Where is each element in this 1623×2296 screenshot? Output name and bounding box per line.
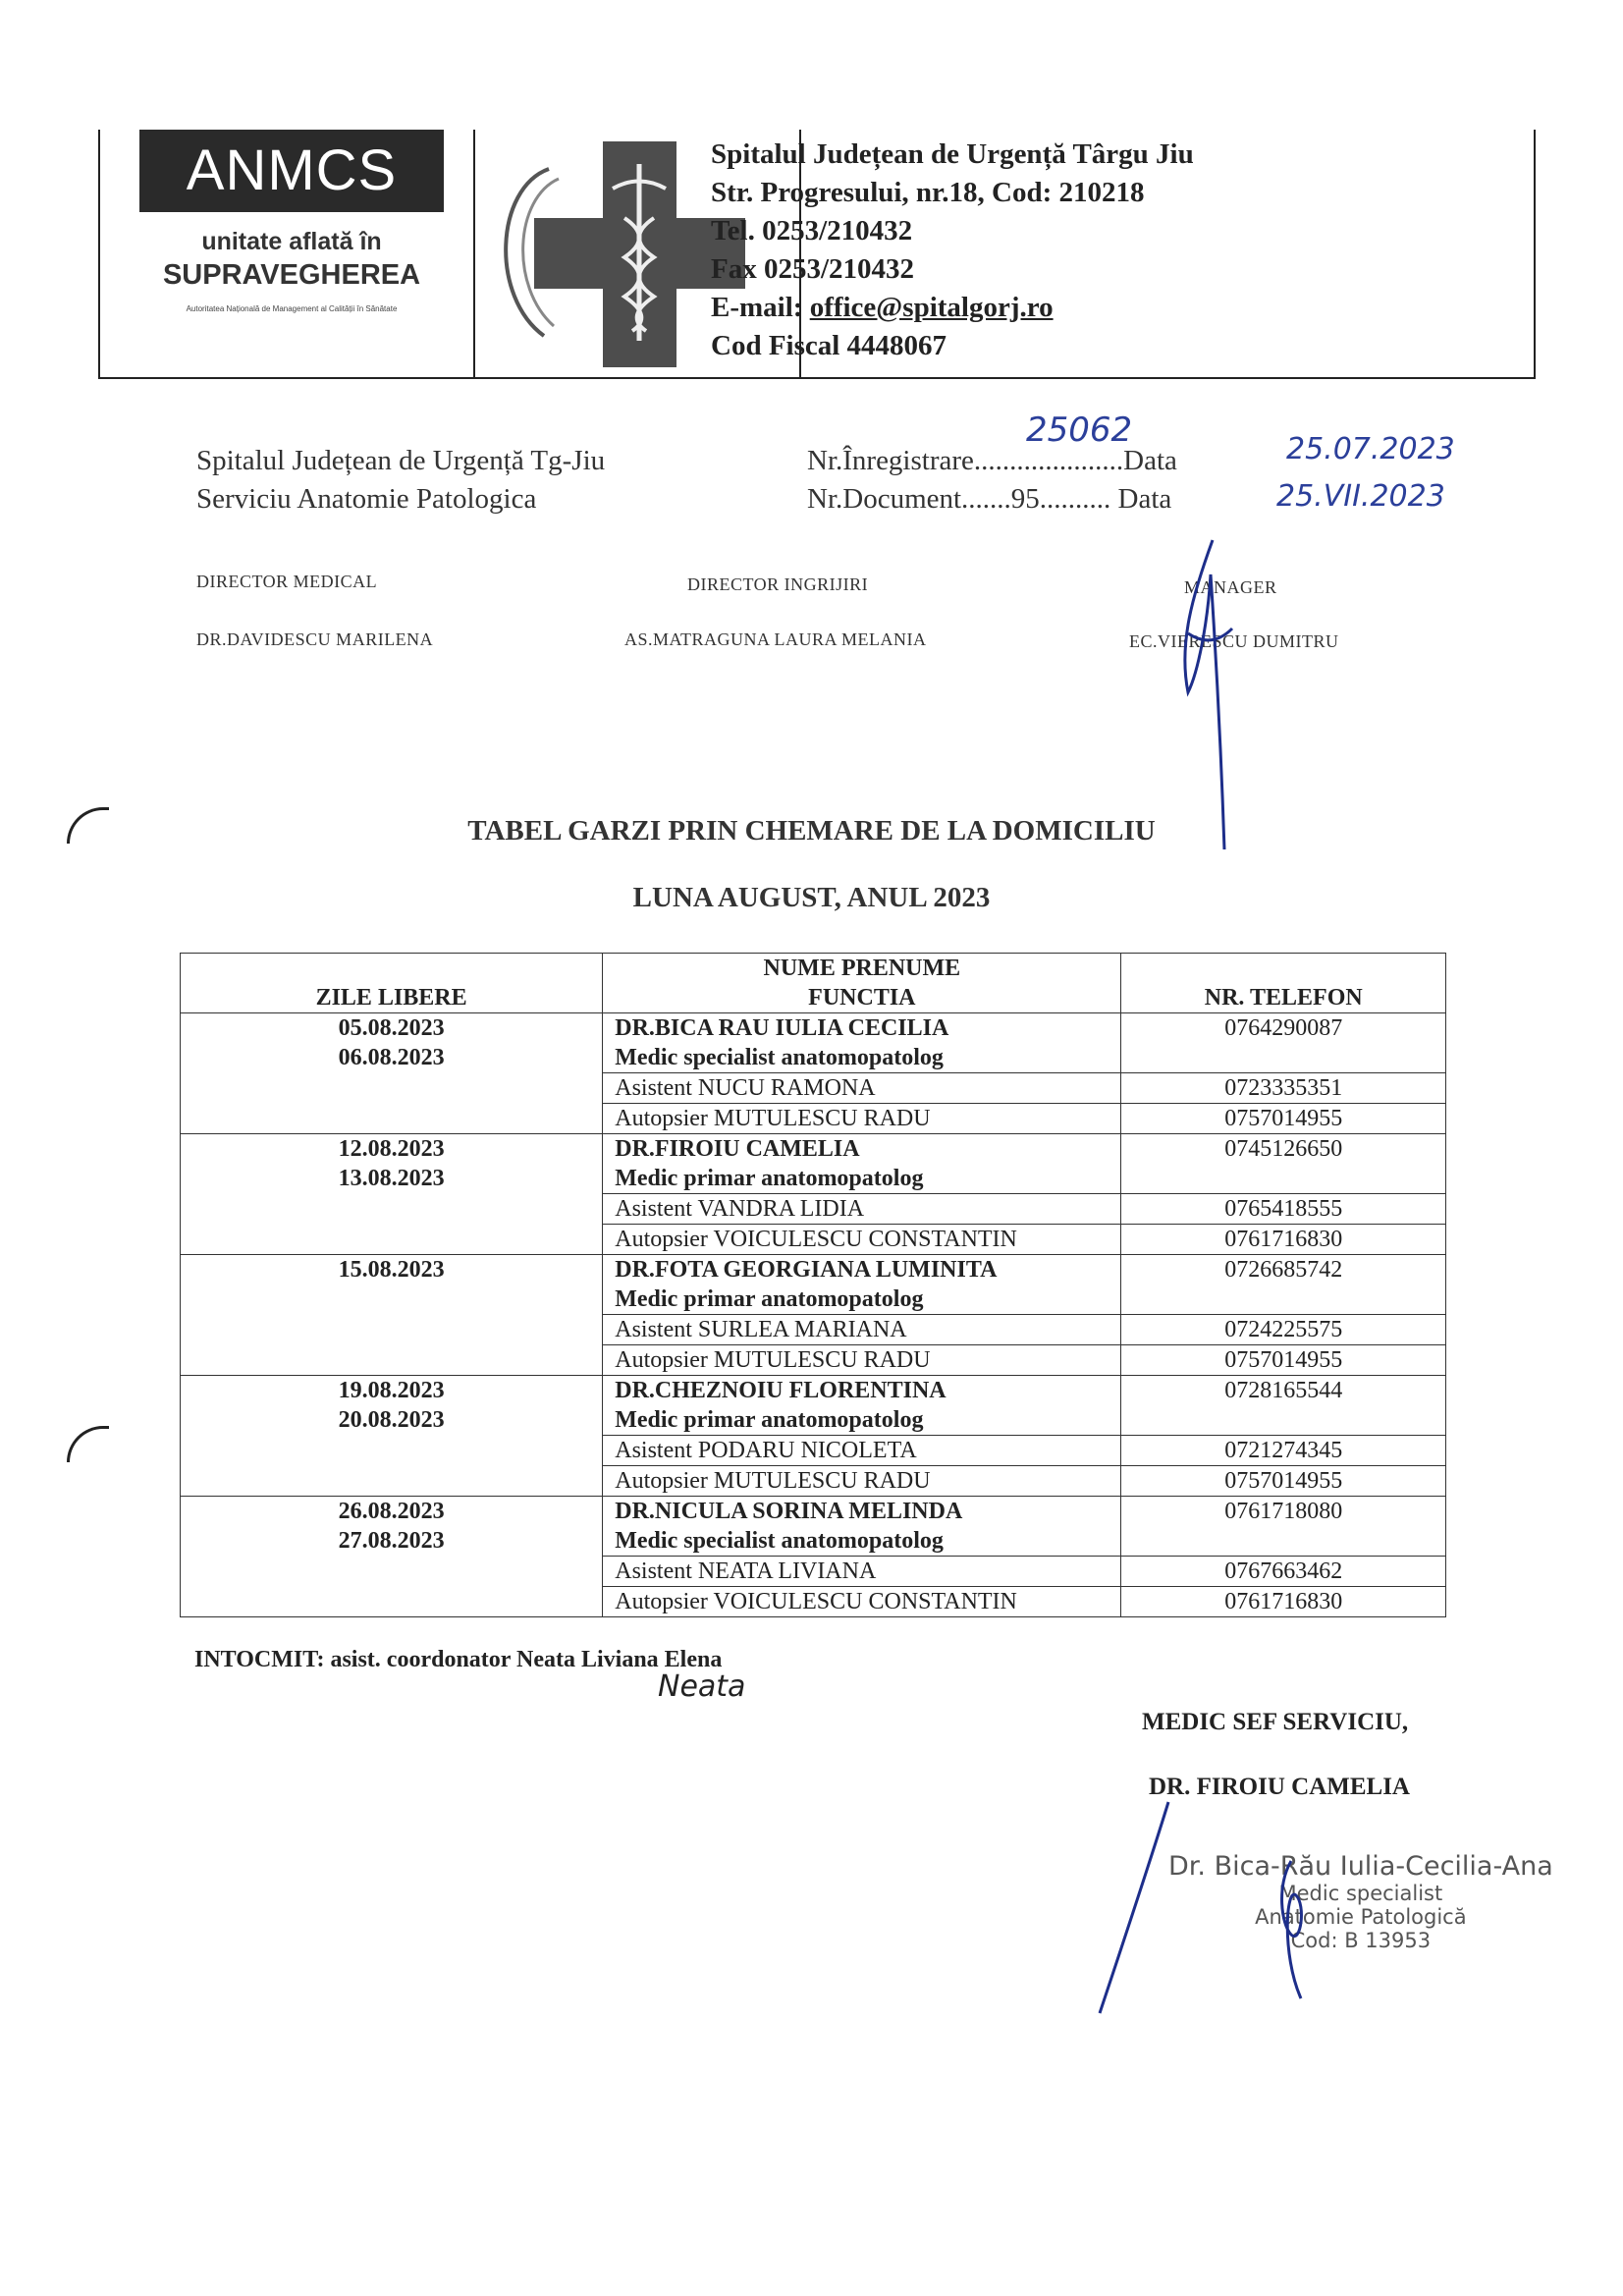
autopsier-cell: Autopsier VOICULESCU CONSTANTIN [603, 1225, 1121, 1255]
autopsier-cell: Autopsier MUTULESCU RADU [603, 1104, 1121, 1134]
dept-line2: Serviciu Anatomie Patologica [196, 483, 537, 515]
autopsier-phone: 0757014955 [1121, 1104, 1446, 1134]
hospital-line: Fax 0253/210432 [711, 253, 915, 285]
dates-cell: 26.08.2023 27.08.2023 [181, 1497, 603, 1617]
prepared-by: INTOCMIT: asist. coordonator Neata Liviana Elena [194, 1647, 723, 1672]
approval-name: DR.DAVIDESCU MARILENA [196, 629, 434, 649]
doctor-cell: DR.BICA RAU IULIA CECILIA Medic specialist anatomopatolog [603, 1013, 1121, 1073]
assistant-cell: Asistent PODARU NICOLETA [603, 1436, 1121, 1466]
approval-name: EC.VIERESCU DUMITRU [1129, 631, 1339, 651]
dates-cell: 12.08.2023 13.08.2023 [181, 1134, 603, 1255]
dates-cell: 15.08.2023 [181, 1255, 603, 1376]
stamp-line: Medic specialist [1278, 1882, 1443, 1905]
autopsier-cell: Autopsier MUTULESCU RADU [603, 1345, 1121, 1376]
email-link[interactable]: office@spitalgorj.ro [809, 292, 1054, 323]
assistant-phone: 0721274345 [1121, 1436, 1446, 1466]
anmcs-line3: Autoritatea Națională de Management al Calității în Sănătate [186, 304, 398, 313]
header-phone: NR. TELEFON [1121, 954, 1446, 1013]
autopsier-cell: Autopsier MUTULESCU RADU [603, 1466, 1121, 1497]
dept-line1: Spitalul Județean de Urgență Tg-Jiu [196, 445, 606, 476]
doctor-phone: 0764290087 [1121, 1013, 1446, 1073]
approval-role: DIRECTOR MEDICAL [196, 572, 378, 591]
autopsier-phone: 0757014955 [1121, 1466, 1446, 1497]
autopsier-phone: 0757014955 [1121, 1345, 1446, 1376]
handwritten-preparer-signature: Neata [658, 1669, 746, 1704]
table-row-doctor [181, 1013, 1446, 1073]
table-row-doctor [181, 1134, 1446, 1194]
registration-dept [196, 442, 605, 519]
doctor-cell: DR.CHEZNOIU FLORENTINA Medic primar anatomopatolog [603, 1376, 1121, 1436]
assistant-phone: 0765418555 [1121, 1194, 1446, 1225]
doctor-phone: 0761718080 [1121, 1497, 1446, 1557]
hospital-email-line [711, 289, 1194, 327]
doctor-phone: 0728165544 [1121, 1376, 1446, 1436]
hospital-info [711, 136, 1194, 365]
hospital-line: Spitalul Județean de Urgență Târgu Jiu [711, 138, 1194, 170]
doctor-cell: DR.FOTA GEORGIANA LUMINITA Medic primar anatomopatolog [603, 1255, 1121, 1315]
doctor-cell: DR.NICULA SORINA MELINDA Medic specialist anatomopatolog [603, 1497, 1121, 1557]
stamp-line: Anatomie Patologică [1255, 1905, 1467, 1929]
head-of-service-label: MEDIC SEF SERVICIU, [1142, 1709, 1409, 1735]
dates-cell: 05.08.2023 06.08.2023 [181, 1013, 603, 1134]
table-row-doctor [181, 1376, 1446, 1436]
assistant-cell: Asistent NUCU RAMONA [603, 1073, 1121, 1104]
nr-inregistrare-line: Nr.Înregistrare.....................Data [807, 445, 1177, 476]
punch-hole-mark [67, 1426, 109, 1462]
anmcs-line1: unitate aflată în [201, 228, 382, 255]
handwritten-reg-date: 25.07.2023 [1286, 432, 1455, 466]
email-label: E-mail: [711, 292, 810, 323]
assistant-phone: 0767663462 [1121, 1557, 1446, 1587]
registration-numbers [807, 442, 1177, 519]
stamp-line: Dr. Bica-Rău Iulia-Cecilia-Ana [1168, 1851, 1553, 1882]
handwritten-reg-number: 25062 [1026, 410, 1133, 450]
header-name-function: NUME PRENUME FUNCTIA [603, 954, 1121, 1013]
autopsier-phone: 0761716830 [1121, 1225, 1446, 1255]
anmcs-cell [100, 130, 475, 377]
hospital-line: Tel. 0253/210432 [711, 215, 913, 246]
anmcs-title: ANMCS [139, 130, 444, 212]
doctor-phone: 0745126650 [1121, 1134, 1446, 1194]
nr-document-line: Nr.Document.......95.......... Data [807, 483, 1172, 515]
head-of-service-signature [1080, 1787, 1325, 2023]
dates-cell: 19.08.2023 20.08.2023 [181, 1376, 603, 1497]
approval-name: AS.MATRAGUNA LAURA MELANIA [624, 629, 927, 649]
doctor-phone: 0726685742 [1121, 1255, 1446, 1315]
table-row-doctor [181, 1255, 1446, 1315]
autopsier-cell: Autopsier VOICULESCU CONSTANTIN [603, 1587, 1121, 1617]
anmcs-line2: SUPRAVEGHEREA [162, 259, 421, 291]
head-of-service-name: DR. FIROIU CAMELIA [1149, 1774, 1410, 1800]
assistant-phone: 0724225575 [1121, 1315, 1446, 1345]
guard-schedule-table [180, 953, 1446, 1617]
hospital-fiscal: Cod Fiscal 4448067 [711, 330, 947, 361]
stamp-line: Cod: B 13953 [1290, 1929, 1432, 1952]
header-dates: ZILE LIBERE [181, 954, 603, 1013]
approval-role: DIRECTOR INGRIJIRI [687, 574, 869, 594]
document-subtitle: LUNA AUGUST, ANUL 2023 [632, 882, 991, 913]
assistant-phone: 0723335351 [1121, 1073, 1446, 1104]
approval-role: MANAGER [1184, 577, 1277, 597]
anmcs-logo [139, 130, 444, 355]
table-row-doctor [181, 1497, 1446, 1557]
hospital-line: Str. Progresului, nr.18, Cod: 210218 [711, 177, 1145, 208]
assistant-cell: Asistent NEATA LIVIANA [603, 1557, 1121, 1587]
document-title: TABEL GARZI PRIN CHEMARE DE LA DOMICILIU [467, 815, 1156, 847]
assistant-cell: Asistent SURLEA MARIANA [603, 1315, 1121, 1345]
doctor-cell: DR.FIROIU CAMELIA Medic primar anatomopatolog [603, 1134, 1121, 1194]
autopsier-phone: 0761716830 [1121, 1587, 1446, 1617]
handwritten-doc-date: 25.VII.2023 [1276, 479, 1445, 514]
assistant-cell: Asistent VANDRA LIDIA [603, 1194, 1121, 1225]
